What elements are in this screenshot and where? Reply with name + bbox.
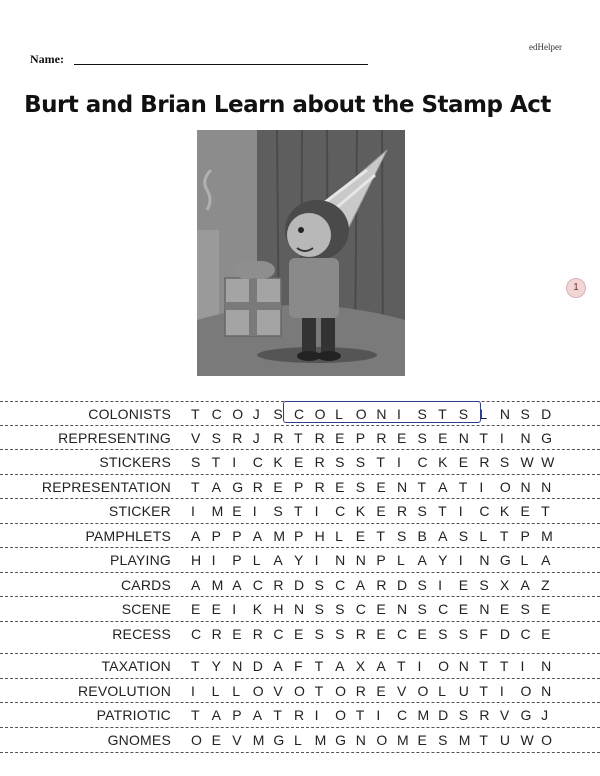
grid-letter[interactable]: I: [191, 503, 195, 519]
grid-letter[interactable]: S: [417, 406, 427, 422]
grid-letter[interactable]: K: [438, 454, 448, 470]
grid-letter[interactable]: R: [355, 683, 366, 699]
grid-letter[interactable]: L: [520, 552, 529, 568]
letter-row: [191, 707, 562, 723]
grid-letter[interactable]: J: [541, 707, 549, 723]
grid-letter[interactable]: X: [499, 577, 510, 593]
word-label: PAMPHLETS: [85, 528, 171, 544]
grid-letter[interactable]: I: [232, 454, 237, 470]
letter-row: [191, 479, 562, 495]
grid-letter[interactable]: B: [417, 528, 427, 544]
grid-letter[interactable]: E: [376, 503, 386, 519]
grid-letter[interactable]: E: [211, 732, 221, 748]
grid-letter[interactable]: E: [335, 479, 345, 495]
grid-letter[interactable]: E: [520, 503, 530, 519]
grid-letter[interactable]: E: [376, 601, 386, 617]
word-search-row: [0, 678, 600, 703]
grid-letter[interactable]: T: [438, 406, 447, 422]
grid-letter[interactable]: E: [232, 503, 242, 519]
grid-letter[interactable]: N: [458, 658, 469, 674]
grid-letter[interactable]: I: [499, 430, 504, 446]
grid-letter[interactable]: I: [479, 479, 484, 495]
grid-letter[interactable]: A: [376, 658, 386, 674]
grid-letter[interactable]: E: [211, 601, 221, 617]
letter-row: [191, 626, 562, 642]
grid-letter[interactable]: T: [191, 406, 200, 422]
grid-letter[interactable]: A: [335, 658, 345, 674]
grid-letter[interactable]: R: [252, 626, 263, 642]
grid-letter[interactable]: D: [293, 577, 305, 593]
grid-letter[interactable]: E: [438, 430, 448, 446]
grid-letter[interactable]: N: [499, 406, 511, 422]
word-search-row: [0, 449, 600, 474]
grid-letter[interactable]: H: [191, 552, 202, 568]
grid-letter[interactable]: E: [376, 626, 386, 642]
grid-letter[interactable]: C: [355, 601, 366, 617]
grid-letter[interactable]: M: [541, 528, 553, 544]
grid-letter[interactable]: W: [520, 732, 534, 748]
grid-letter[interactable]: T: [376, 528, 385, 544]
grid-letter[interactable]: N: [355, 552, 366, 568]
grid-letter[interactable]: T: [479, 658, 488, 674]
word-search-row: [0, 702, 600, 727]
grid-letter[interactable]: C: [335, 577, 346, 593]
grid-letter[interactable]: E: [458, 601, 469, 617]
grid-letter[interactable]: R: [293, 707, 305, 723]
word-label: GNOMES: [107, 732, 171, 748]
grid-letter[interactable]: T: [191, 658, 200, 674]
grid-letter[interactable]: P: [376, 552, 386, 568]
letter-row: [191, 601, 562, 617]
name-field-line[interactable]: [74, 64, 368, 65]
grid-letter[interactable]: I: [314, 707, 319, 723]
word-search-row: [0, 547, 600, 572]
word-search-row: [0, 425, 600, 450]
grid-letter[interactable]: C: [438, 601, 449, 617]
grid-letter[interactable]: R: [479, 454, 490, 470]
grid-letter[interactable]: D: [396, 577, 408, 593]
grid-letter[interactable]: T: [191, 479, 200, 495]
grid-letter[interactable]: N: [376, 406, 387, 422]
grid-letter[interactable]: E: [376, 683, 386, 699]
grid-letter[interactable]: L: [335, 406, 343, 422]
grid-letter[interactable]: P: [355, 430, 366, 446]
letter-row: [191, 430, 562, 446]
letter-row: [191, 552, 562, 568]
grid-letter[interactable]: A: [211, 479, 221, 495]
grid-letter[interactable]: Y: [211, 658, 221, 674]
grid-letter[interactable]: L: [479, 406, 488, 422]
grid-letter[interactable]: S: [417, 577, 427, 593]
grid-letter[interactable]: O: [438, 658, 450, 674]
grid-letter[interactable]: S: [335, 626, 345, 642]
name-label: Name:: [30, 52, 64, 66]
letter-row: [191, 658, 562, 674]
grid-letter[interactable]: M: [396, 732, 409, 748]
grid-letter[interactable]: P: [232, 528, 242, 544]
grid-letter[interactable]: C: [479, 503, 490, 519]
grid-letter[interactable]: K: [273, 454, 283, 470]
grid-letter[interactable]: O: [499, 479, 511, 495]
grid-letter[interactable]: O: [252, 683, 264, 699]
word-search-row: [0, 727, 600, 753]
grid-letter[interactable]: I: [396, 406, 401, 422]
grid-letter[interactable]: C: [417, 454, 428, 470]
gnome-illustration: [197, 130, 405, 376]
grid-letter[interactable]: L: [335, 528, 343, 544]
grid-letter[interactable]: E: [335, 430, 345, 446]
grid-letter[interactable]: S: [314, 577, 324, 593]
grid-letter[interactable]: C: [191, 626, 202, 642]
grid-letter[interactable]: P: [293, 479, 304, 495]
grid-letter[interactable]: U: [499, 732, 511, 748]
grid-letter[interactable]: E: [458, 454, 469, 470]
grid-letter[interactable]: I: [458, 552, 463, 568]
grid-letter[interactable]: G: [335, 732, 347, 748]
word-label: REPRESENTING: [58, 430, 171, 446]
grid-letter[interactable]: R: [376, 430, 387, 446]
grid-letter[interactable]: S: [417, 503, 427, 519]
grid-letter[interactable]: T: [293, 430, 303, 446]
grid-letter[interactable]: T: [499, 528, 509, 544]
grid-letter[interactable]: S: [520, 406, 530, 422]
grid-letter[interactable]: S: [458, 528, 469, 544]
grid-letter[interactable]: O: [191, 732, 202, 748]
grid-letter[interactable]: W: [520, 454, 534, 470]
grid-letter[interactable]: L: [396, 552, 405, 568]
grid-letter[interactable]: S: [458, 626, 469, 642]
grid-letter[interactable]: N: [396, 479, 408, 495]
letter-row: [191, 577, 562, 593]
grid-letter[interactable]: E: [273, 479, 283, 495]
grid-letter[interactable]: S: [499, 454, 510, 470]
grid-letter[interactable]: T: [458, 479, 468, 495]
grid-letter[interactable]: X: [355, 658, 366, 674]
grid-letter[interactable]: U: [458, 683, 469, 699]
grid-letter[interactable]: D: [541, 406, 552, 422]
letter-row: [191, 528, 562, 544]
grid-letter[interactable]: E: [541, 601, 551, 617]
grid-letter[interactable]: D: [252, 658, 263, 674]
grid-letter[interactable]: P: [520, 528, 530, 544]
grid-letter[interactable]: E: [417, 732, 427, 748]
grid-letter[interactable]: H: [273, 601, 284, 617]
grid-letter[interactable]: S: [211, 430, 221, 446]
grid-letter[interactable]: C: [273, 626, 284, 642]
grid-letter[interactable]: E: [293, 626, 304, 642]
grid-letter[interactable]: R: [211, 626, 222, 642]
grid-letter[interactable]: T: [479, 732, 488, 748]
word-label: COLONISTS: [88, 406, 171, 422]
grid-letter[interactable]: A: [417, 552, 427, 568]
page-number-badge: 1: [566, 278, 586, 298]
grid-letter[interactable]: I: [438, 577, 443, 593]
grid-letter[interactable]: R: [479, 707, 490, 723]
grid-letter[interactable]: N: [458, 430, 469, 446]
grid-letter[interactable]: I: [314, 552, 319, 568]
grid-letter[interactable]: I: [417, 658, 422, 674]
grid-letter[interactable]: G: [232, 479, 244, 495]
grid-letter[interactable]: A: [438, 528, 448, 544]
grid-letter[interactable]: A: [273, 658, 283, 674]
word-search-row: [0, 572, 600, 597]
grid-letter[interactable]: N: [541, 479, 552, 495]
grid-letter[interactable]: E: [355, 528, 366, 544]
grid-letter[interactable]: E: [293, 454, 304, 470]
grid-letter[interactable]: T: [355, 707, 365, 723]
grid-letter[interactable]: A: [191, 577, 201, 593]
grid-letter[interactable]: N: [520, 479, 531, 495]
grid-letter[interactable]: O: [335, 683, 347, 699]
grid-letter[interactable]: L: [252, 552, 261, 568]
word-search-row: [0, 498, 600, 523]
brand-label: edHelper: [529, 42, 562, 52]
grid-letter[interactable]: K: [252, 601, 263, 617]
grid-letter[interactable]: S: [273, 406, 283, 422]
grid-letter[interactable]: C: [335, 503, 346, 519]
grid-letter[interactable]: S: [479, 577, 489, 593]
grid-letter[interactable]: R: [232, 430, 243, 446]
grid-letter[interactable]: E: [191, 601, 201, 617]
grid-letter[interactable]: O: [232, 406, 244, 422]
grid-letter[interactable]: E: [396, 430, 407, 446]
grid-letter[interactable]: T: [499, 658, 509, 674]
grid-letter[interactable]: K: [499, 503, 510, 519]
grid-letter[interactable]: Y: [438, 552, 448, 568]
grid-letter[interactable]: R: [252, 479, 263, 495]
letter-row: [191, 683, 562, 699]
grid-letter[interactable]: I: [499, 683, 504, 699]
grid-letter[interactable]: C: [293, 406, 305, 422]
grid-letter[interactable]: A: [252, 528, 263, 544]
grid-letter[interactable]: K: [355, 503, 366, 519]
grid-letter[interactable]: F: [479, 626, 488, 642]
grid-letter[interactable]: T: [273, 707, 282, 723]
grid-letter[interactable]: M: [273, 528, 286, 544]
grid-letter[interactable]: V: [396, 683, 407, 699]
grid-letter[interactable]: H: [314, 528, 325, 544]
grid-letter[interactable]: A: [273, 552, 283, 568]
grid-letter[interactable]: T: [191, 707, 200, 723]
grid-letter[interactable]: E: [232, 626, 242, 642]
grid-letter[interactable]: F: [293, 658, 303, 674]
grid-letter[interactable]: O: [335, 707, 347, 723]
grid-letter[interactable]: C: [252, 577, 263, 593]
grid-letter[interactable]: M: [417, 707, 430, 723]
grid-letter[interactable]: C: [396, 707, 408, 723]
word-label: PLAYING: [109, 552, 171, 568]
grid-letter[interactable]: W: [541, 454, 555, 470]
word-label: REVOLUTION: [77, 683, 171, 699]
word-label: PATRIOTIC: [96, 707, 171, 723]
grid-letter[interactable]: V: [273, 683, 283, 699]
grid-letter[interactable]: S: [273, 503, 283, 519]
grid-letter[interactable]: A: [232, 577, 242, 593]
grid-letter[interactable]: V: [232, 732, 242, 748]
word-search-row: [0, 653, 600, 678]
grid-letter[interactable]: T: [314, 658, 324, 674]
grid-letter[interactable]: R: [376, 577, 387, 593]
grid-letter[interactable]: S: [314, 601, 324, 617]
grid-letter[interactable]: G: [273, 732, 285, 748]
word-search-row: [0, 523, 600, 548]
grid-letter[interactable]: N: [479, 552, 490, 568]
grid-letter[interactable]: N: [232, 658, 243, 674]
grid-letter[interactable]: I: [191, 683, 195, 699]
word-label: RECESS: [112, 626, 171, 642]
grid-letter[interactable]: O: [293, 683, 305, 699]
grid-letter[interactable]: M: [314, 732, 327, 748]
grid-letter[interactable]: O: [541, 732, 552, 748]
grid-letter[interactable]: I: [232, 601, 237, 617]
grid-letter[interactable]: I: [211, 552, 216, 568]
grid-letter[interactable]: P: [232, 552, 242, 568]
grid-letter[interactable]: P: [232, 707, 242, 723]
grid-letter[interactable]: T: [314, 683, 324, 699]
grid-letter[interactable]: N: [355, 732, 366, 748]
letter-row: [191, 503, 562, 519]
grid-letter[interactable]: C: [252, 454, 263, 470]
grid-letter[interactable]: A: [191, 528, 201, 544]
grid-letter[interactable]: T: [211, 454, 221, 470]
grid-letter[interactable]: N: [479, 601, 490, 617]
word-label: REPRESENTATION: [41, 479, 171, 495]
grid-letter[interactable]: Z: [541, 577, 550, 593]
grid-letter[interactable]: I: [252, 503, 257, 519]
grid-letter[interactable]: N: [520, 430, 531, 446]
grid-letter[interactable]: D: [438, 707, 449, 723]
grid-letter[interactable]: N: [541, 658, 552, 674]
grid-letter[interactable]: A: [252, 707, 263, 723]
grid-letter[interactable]: E: [376, 479, 386, 495]
grid-letter[interactable]: R: [355, 626, 366, 642]
grid-letter[interactable]: A: [438, 479, 448, 495]
grid-letter[interactable]: M: [458, 732, 471, 748]
grid-letter[interactable]: I: [458, 503, 463, 519]
grid-letter[interactable]: R: [314, 479, 325, 495]
grid-letter[interactable]: C: [396, 626, 408, 642]
grid-letter[interactable]: E: [458, 577, 469, 593]
grid-letter[interactable]: T: [438, 503, 447, 519]
grid-letter[interactable]: R: [273, 430, 284, 446]
grid-letter[interactable]: S: [335, 601, 345, 617]
grid-letter[interactable]: G: [499, 552, 511, 568]
grid-letter[interactable]: E: [417, 626, 427, 642]
grid-letter[interactable]: S: [396, 528, 407, 544]
grid-letter[interactable]: T: [396, 658, 406, 674]
word-search-row: [0, 474, 600, 499]
grid-letter[interactable]: S: [438, 626, 448, 642]
grid-letter[interactable]: L: [293, 732, 302, 748]
grid-letter[interactable]: O: [355, 406, 367, 422]
grid-letter[interactable]: S: [417, 430, 427, 446]
word-label: CARDS: [120, 577, 171, 593]
grid-letter[interactable]: A: [541, 552, 551, 568]
grid-letter[interactable]: I: [376, 707, 381, 723]
found-word-highlight[interactable]: [283, 401, 481, 423]
grid-letter[interactable]: E: [541, 626, 551, 642]
grid-letter[interactable]: O: [376, 732, 388, 748]
grid-letter[interactable]: P: [211, 528, 221, 544]
grid-letter[interactable]: S: [458, 707, 469, 723]
grid-letter[interactable]: L: [232, 683, 240, 699]
grid-letter[interactable]: D: [499, 626, 511, 642]
grid-letter[interactable]: A: [355, 577, 366, 593]
grid-letter[interactable]: J: [252, 430, 260, 446]
grid-letter[interactable]: C: [520, 626, 531, 642]
word-label: STICKER: [108, 503, 171, 519]
word-label: TAXATION: [101, 658, 171, 674]
grid-letter[interactable]: T: [541, 503, 550, 519]
grid-letter[interactable]: M: [252, 732, 265, 748]
word-search-row: [0, 621, 600, 646]
grid-letter[interactable]: S: [314, 626, 324, 642]
grid-letter[interactable]: P: [293, 528, 304, 544]
grid-letter[interactable]: M: [211, 577, 224, 593]
grid-letter[interactable]: N: [396, 601, 408, 617]
grid-letter[interactable]: I: [314, 503, 319, 519]
grid-letter[interactable]: T: [417, 479, 427, 495]
word-label: STICKERS: [99, 454, 171, 470]
grid-letter[interactable]: N: [335, 552, 346, 568]
letter-row: [191, 732, 562, 748]
grid-letter[interactable]: J: [252, 406, 260, 422]
word-label: SCENE: [121, 601, 171, 617]
grid-letter[interactable]: S: [458, 406, 469, 422]
grid-letter[interactable]: O: [520, 683, 532, 699]
grid-letter[interactable]: L: [479, 528, 488, 544]
grid-letter[interactable]: R: [314, 430, 325, 446]
grid-letter[interactable]: T: [479, 683, 488, 699]
letter-row: [191, 454, 562, 470]
grid-letter[interactable]: I: [520, 658, 525, 674]
grid-letter[interactable]: N: [293, 601, 305, 617]
grid-letter[interactable]: S: [355, 479, 366, 495]
grid-letter[interactable]: S: [520, 601, 530, 617]
grid-letter[interactable]: T: [293, 503, 303, 519]
grid-letter[interactable]: S: [335, 454, 345, 470]
grid-letter[interactable]: C: [211, 406, 222, 422]
grid-letter[interactable]: S: [417, 601, 427, 617]
page-title: Burt and Brian Learn about the Stamp Act: [24, 92, 551, 118]
grid-letter[interactable]: V: [499, 707, 510, 723]
grid-letter[interactable]: S: [355, 454, 366, 470]
grid-letter[interactable]: I: [396, 454, 401, 470]
grid-letter[interactable]: R: [314, 454, 325, 470]
grid-letter[interactable]: S: [438, 732, 448, 748]
grid-letter[interactable]: O: [314, 406, 326, 422]
grid-letter[interactable]: A: [211, 707, 221, 723]
word-search-row: [0, 596, 600, 621]
grid-letter[interactable]: S: [191, 454, 201, 470]
grid-letter[interactable]: L: [438, 683, 446, 699]
grid-letter[interactable]: G: [520, 707, 532, 723]
grid-letter[interactable]: R: [273, 577, 284, 593]
grid-letter[interactable]: T: [376, 454, 385, 470]
grid-letter[interactable]: Y: [293, 552, 304, 568]
grid-letter[interactable]: A: [520, 577, 530, 593]
grid-letter[interactable]: E: [499, 601, 510, 617]
grid-letter[interactable]: M: [211, 503, 224, 519]
grid-letter[interactable]: V: [191, 430, 201, 446]
grid-letter[interactable]: L: [211, 683, 220, 699]
grid-letter[interactable]: R: [396, 503, 408, 519]
grid-letter[interactable]: N: [541, 683, 552, 699]
grid-letter[interactable]: G: [541, 430, 552, 446]
grid-letter[interactable]: T: [479, 430, 488, 446]
grid-letter[interactable]: O: [417, 683, 429, 699]
